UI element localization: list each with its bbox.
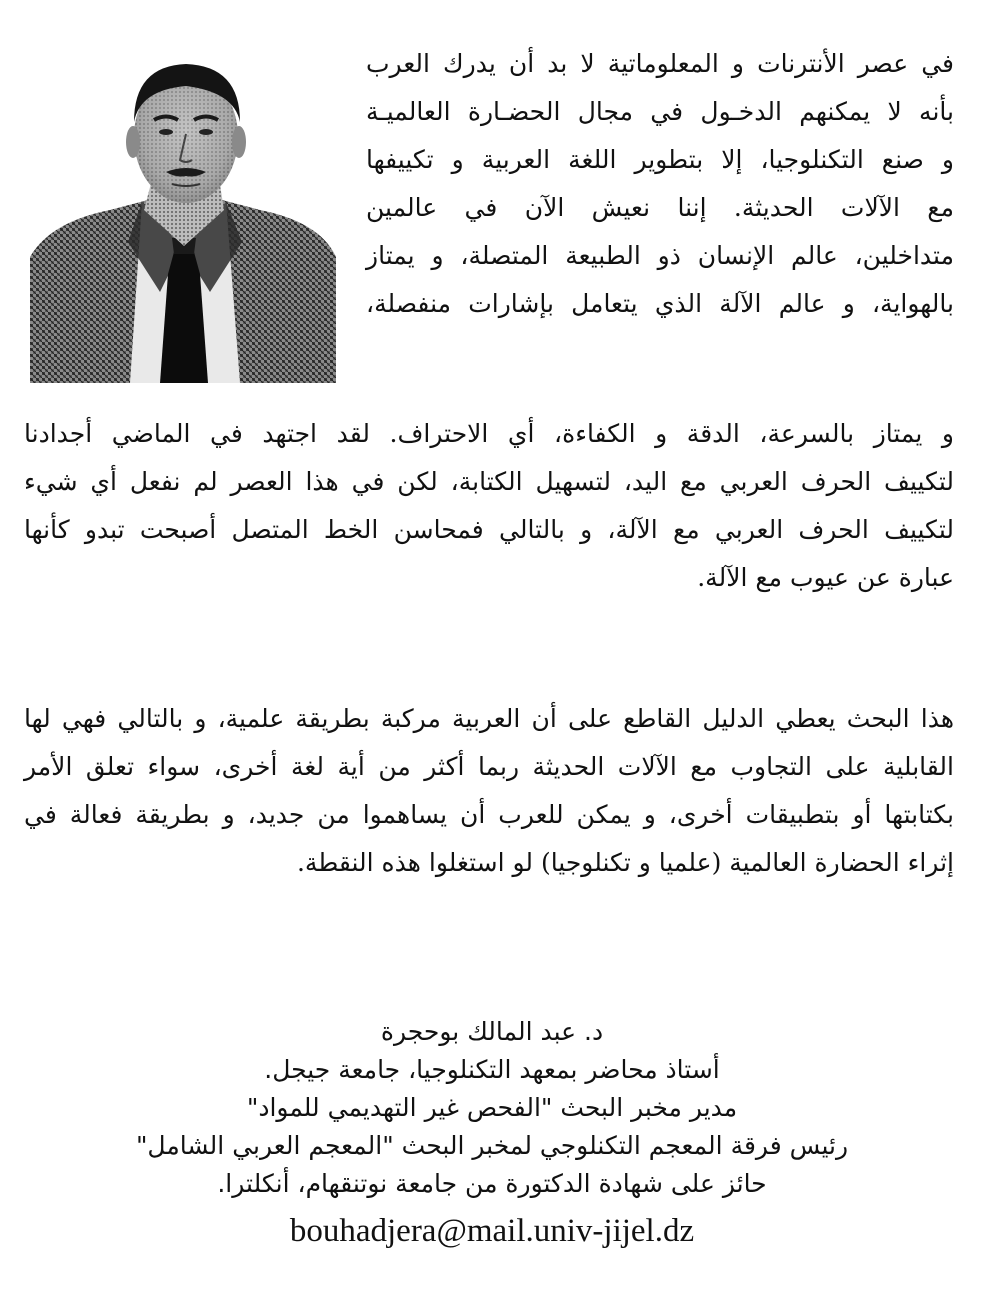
paragraph-line: لتكييف الحرف العربي مع الآلة، و بالتالي فمحاسن الخط المتصل أصبحت تبدو كأنها: [24, 515, 954, 544]
paragraph-line: و يمتاز بالسرعة، الدقة و الكفاءة، أي الاحتراف. لقد اجتهد في الماضي أجدادنا: [24, 419, 954, 448]
paragraph-line: لتكييف الحرف العربي مع اليد، لتسهيل الكتابة، لكن في هذا العصر لم نفعل أي شيء: [24, 467, 954, 496]
paragraph-line: بأنه لا يمكنهم الدخـول في مجال الحضـارة العالميـة: [366, 97, 954, 126]
author-team-head: رئيس فرقة المعجم التكنلوجي لمخبر البحث "المعجم العربي الشامل": [135, 1131, 849, 1160]
paragraph-line: إثراء الحضارة العالمية (علميا و تكنلوجيا) لو استغلوا هذه النقطة.: [296, 848, 954, 877]
author-lab-director: مدير مخبر البحث "الفحص غير التهديمي للمواد": [246, 1093, 738, 1122]
author-email: bouhadjera@mail.univ-jijel.dz: [289, 1213, 695, 1249]
intro-paragraph: [366, 40, 954, 328]
author-title: أستاذ محاضر بمعهد التكنلوجيا، جامعة جيجل.: [264, 1055, 720, 1084]
paragraph-line: بالهواية، و عالم الآلة الذي يتعامل بإشارات منفصلة،: [366, 289, 954, 318]
conclusion-paragraph: [24, 695, 954, 887]
paragraph-line: عبارة عن عيوب مع الآلة.: [697, 563, 954, 592]
paragraph-line: متداخلين، عالم الإنسان ذو الطبيعة المتصلة، و يمتاز: [366, 241, 954, 270]
paragraph-line: هذا البحث يعطي الدليل القاطع على أن العربية مركبة بطريقة علمية، و بالتالي فهي لها: [24, 704, 954, 733]
author-photo: [30, 42, 336, 383]
author-name: د. عبد المالك بوحجرة: [380, 1017, 604, 1046]
author-degree: حائز على شهادة الدكتورة من جامعة نوتنقهام، أنكلترا.: [217, 1169, 767, 1198]
author-signature: [40, 1013, 944, 1255]
paragraph-line: في عصر الأنترنات و المعلوماتية لا بد أن يدرك العرب: [366, 49, 954, 78]
paragraph-line: القابلية على التجاوب مع الآلات الحديثة ربما أكثر من أية لغة أخرى، سواء تعلق الأمر: [24, 752, 954, 781]
paragraph-line: و صنع التكنلوجيا، إلا بتطوير اللغة العربية و تكييفها: [366, 145, 954, 174]
paragraph-line: بكتابتها أو بتطبيقات أخرى، و يمكن للعرب أن يساهموا من جديد، و بطريقة فعالة في: [24, 800, 954, 829]
continuation-paragraph: [24, 410, 954, 602]
paragraph-line: مع الآلات الحديثة. إننا نعيش الآن في عالمين: [366, 193, 954, 222]
